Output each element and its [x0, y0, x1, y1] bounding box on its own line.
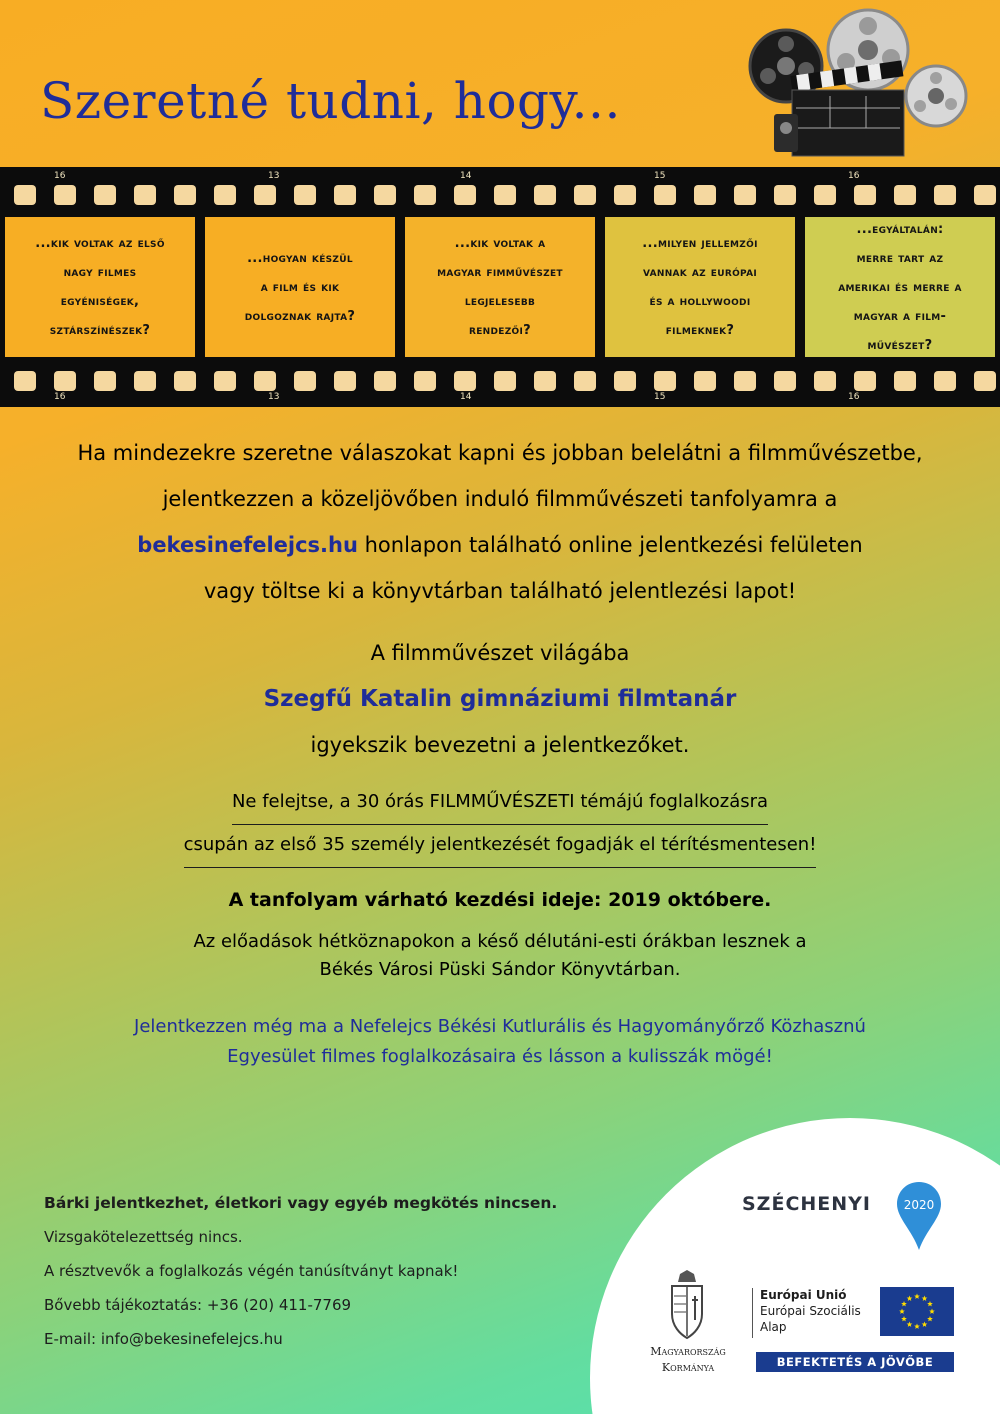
frame-number: 16: [54, 171, 66, 181]
sprocket-hole: [294, 371, 316, 391]
sprocket-hole: [894, 185, 916, 205]
notice-line: Ne felejtse, a 30 órás FILMMŰVÉSZETI témájú foglalkozásra: [232, 782, 768, 825]
sprocket-hole: [54, 185, 76, 205]
sprocket-hole: [694, 185, 716, 205]
sprocket-hole: [934, 185, 956, 205]
frame-number: 15: [654, 171, 666, 181]
sprocket-hole: [534, 185, 556, 205]
teacher-block: [0, 630, 1000, 768]
sprocket-hole: [974, 185, 996, 205]
sprocket-hole: [534, 371, 556, 391]
sprocket-hole: [14, 371, 36, 391]
sprocket-hole: [94, 185, 116, 205]
notice-block: [0, 782, 1000, 868]
sprocket-hole: [574, 185, 596, 205]
sprocket-hole: [654, 371, 676, 391]
sprocket-hole: [934, 371, 956, 391]
sprocket-hole: [574, 371, 596, 391]
sprocket-hole: [134, 185, 156, 205]
teacher-line: igyekszik bevezetni a jelentkezőket.: [310, 733, 690, 757]
sprocket-holes-top: [0, 185, 1000, 205]
sprocket-hole: [414, 371, 436, 391]
frame-number: 14: [460, 171, 472, 181]
intro-line: jelentkezzen a közeljövőben induló filmművészeti tanfolyamra a: [162, 487, 838, 511]
frame-number: 15: [654, 392, 666, 402]
info-line: A résztvevők a foglalkozás végén tanúsítványt kapnak!: [44, 1262, 459, 1280]
sprocket-hole: [654, 185, 676, 205]
sprocket-hole: [174, 371, 196, 391]
sprocket-hole: [174, 185, 196, 205]
sprocket-hole: [614, 371, 636, 391]
film-frame-question-2: ...hogyan készül a film és kik dolgoznak rajta?: [205, 217, 395, 357]
film-strip: [0, 167, 1000, 407]
sprocket-hole: [374, 371, 396, 391]
intro-line: Ha mindezekre szeretne válaszokat kapni és jobban belelátni a filmművészetbe,: [77, 441, 923, 465]
sprocket-hole: [254, 371, 276, 391]
sprocket-hole: [214, 371, 236, 391]
teacher-line: A filmművészet világába: [370, 641, 630, 665]
sprocket-hole: [814, 371, 836, 391]
sprocket-hole: [774, 185, 796, 205]
sprocket-hole: [454, 185, 476, 205]
frame-number: 13: [268, 392, 280, 402]
sprocket-hole: [94, 371, 116, 391]
sprocket-hole: [294, 185, 316, 205]
szechenyi-pin-icon: [894, 1180, 944, 1252]
sprocket-hole: [334, 185, 356, 205]
sprocket-hole: [614, 185, 636, 205]
slogan-banner: BEFEKTETÉS A JÖVŐBE: [756, 1352, 954, 1372]
intro-line: vagy töltse ki a könyvtárban található jelentlezési lapot!: [203, 579, 797, 603]
contact-email: E-mail: info@bekesinefelejcs.hu: [44, 1330, 283, 1348]
sprocket-hole: [734, 371, 756, 391]
eu-separator: [752, 1288, 753, 1338]
intro-line-with-link: bekesinefelejcs.hu honlapon található online jelentkezési felületen: [137, 533, 863, 557]
start-date: A tanfolyam várható kezdési ideje: 2019 októbere.: [228, 889, 772, 911]
schedule-block: Az előadások hétköznapokon a késő délutáni-esti órákban lesznek a Békés Városi Püski Sándor Könyvtárban.: [193, 931, 807, 980]
eu-fund-text: Európai Unió Európai Szociális Alap: [760, 1288, 861, 1334]
film-frame-question-1: ...kik voltak az első nagy filmes egyéniségek, sztárszínészek?: [5, 217, 195, 357]
film-frame-question-4: ...milyen jellemzői vannak az európai és a hollywoodi filmeknek?: [605, 217, 795, 357]
frame-number: 16: [848, 171, 860, 181]
sprocket-hole: [694, 371, 716, 391]
sprocket-hole: [54, 371, 76, 391]
frame-number: 16: [54, 392, 66, 402]
sprocket-hole: [774, 371, 796, 391]
sprocket-hole: [734, 185, 756, 205]
sprocket-hole: [374, 185, 396, 205]
sprocket-hole: [214, 185, 236, 205]
website-link[interactable]: bekesinefelejcs.hu: [137, 533, 358, 557]
info-block: [44, 1186, 557, 1356]
info-line: Vizsgakötelezettség nincs.: [44, 1228, 243, 1246]
sprocket-hole: [454, 371, 476, 391]
page-title: Szeretné tudni, hogy...: [40, 72, 621, 130]
sprocket-hole: [494, 371, 516, 391]
frame-number: 14: [460, 392, 472, 402]
szechenyi-logo-text: SZÉCHENYI: [742, 1193, 871, 1215]
film-frame-question-5: ...egyáltalán: merre tart az amerikai és merre a magyar a film- művészet?: [805, 217, 995, 357]
sprocket-hole: [814, 185, 836, 205]
sprocket-hole: [414, 185, 436, 205]
sprocket-hole: [334, 371, 356, 391]
sprocket-hole: [854, 371, 876, 391]
sprocket-holes-bottom: [0, 371, 1000, 391]
film-frame-question-3: ...kik voltak a magyar fimművészet legjelesebb rendezői?: [405, 217, 595, 357]
eu-flag-icon: [880, 1287, 954, 1336]
frame-number: 13: [268, 171, 280, 181]
contact-phone: Bővebb tájékoztatás: +36 (20) 411-7769: [44, 1296, 352, 1314]
cta-block: Jelentkezzen még ma a Nefelejcs Békési Kutlurális és Hagyományőrző Közhasznú Egyesület filmes foglalkozásaira és lásson a kulisszák mögé!: [134, 1016, 866, 1067]
notice-line: csupán az első 35 személy jelentkezését fogadják el térítésmentesen!: [184, 825, 817, 868]
sprocket-hole: [854, 185, 876, 205]
svg-text:2020: 2020: [903, 1198, 935, 1212]
info-headline: Bárki jelentkezhet, életkori vagy egyéb megkötés nincsen.: [44, 1194, 558, 1212]
sprocket-hole: [134, 371, 156, 391]
frame-number: 16: [848, 392, 860, 402]
intro-paragraph: [0, 430, 1000, 614]
sprocket-hole: [894, 371, 916, 391]
government-logo-text: Magyarország Kormánya: [650, 1345, 726, 1374]
sprocket-hole: [494, 185, 516, 205]
hungarian-coat-of-arms-icon: [664, 1270, 710, 1340]
sprocket-hole: [254, 185, 276, 205]
sprocket-hole: [14, 185, 36, 205]
sprocket-hole: [974, 371, 996, 391]
film-reel-illustration: [748, 4, 984, 172]
teacher-name: Szegfű Katalin gimnáziumi filmtanár: [263, 686, 737, 712]
